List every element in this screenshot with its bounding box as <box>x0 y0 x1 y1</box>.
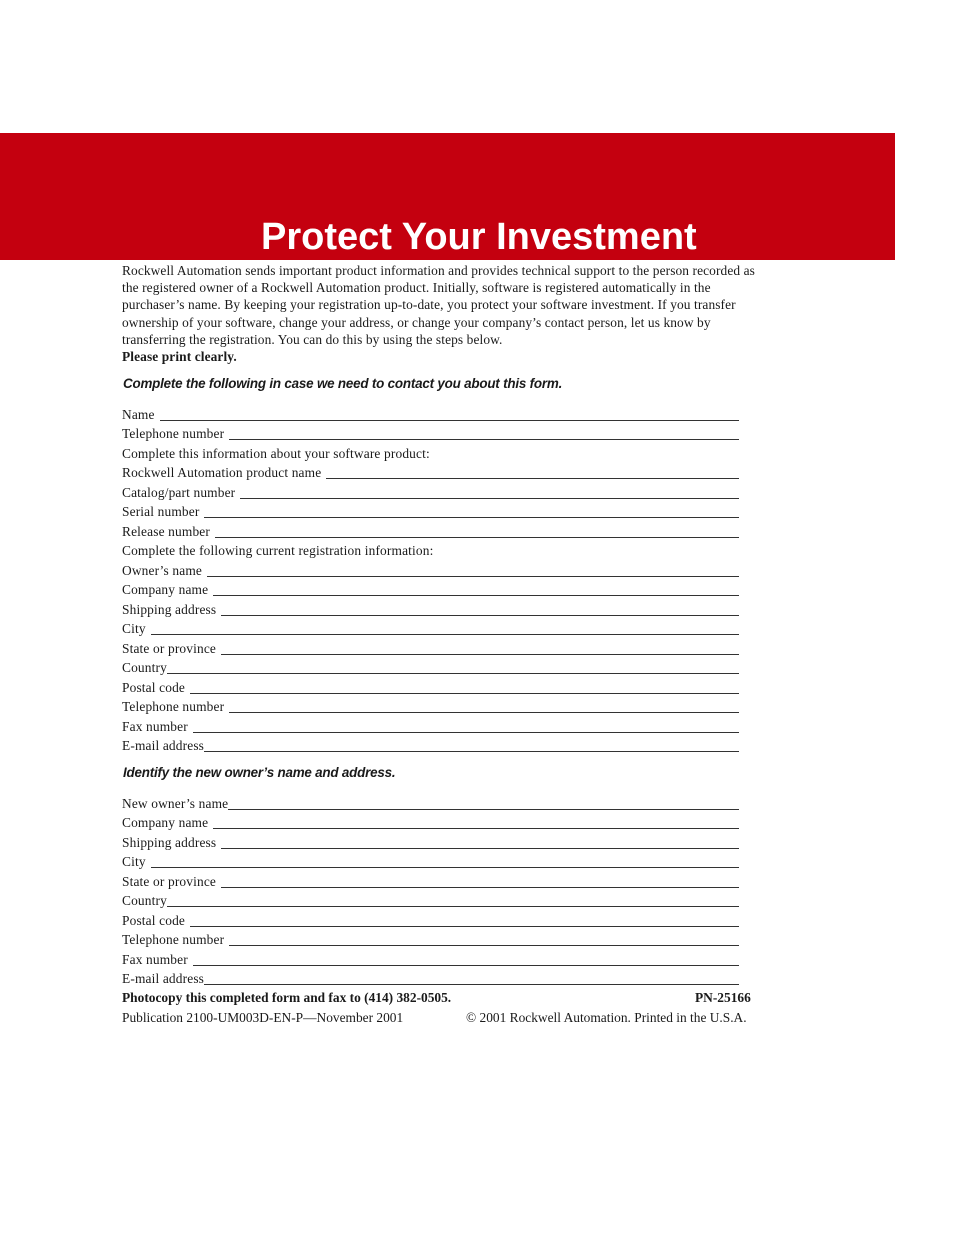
field-label: Serial number <box>122 504 200 519</box>
form-field-row <box>122 734 739 754</box>
intro-paragraph <box>122 262 772 365</box>
part-number: PN-25166 <box>695 990 751 1005</box>
field-label: Postal code <box>122 912 186 928</box>
field-label: Company name <box>122 582 209 597</box>
write-in-line[interactable] <box>167 673 739 674</box>
write-in-line[interactable] <box>221 848 739 849</box>
form-field-row <box>122 791 739 811</box>
write-in-line[interactable] <box>190 926 739 927</box>
form-field-row <box>122 908 739 928</box>
field-label: Complete this information about your software product: <box>122 445 430 461</box>
write-in-line[interactable] <box>326 478 739 479</box>
field-label: Telephone number <box>122 426 225 441</box>
write-in-line[interactable] <box>221 654 739 655</box>
write-in-line[interactable] <box>204 517 739 518</box>
form-field-row <box>122 967 739 987</box>
contact-section-heading: Complete the following in case we need to contact you about this form. <box>123 376 563 391</box>
write-in-line[interactable] <box>221 887 739 888</box>
field-label: Owner’s name <box>122 562 203 578</box>
form-field-row <box>122 830 739 850</box>
write-in-line[interactable] <box>240 498 739 499</box>
form-field-row <box>122 597 739 617</box>
write-in-line[interactable] <box>229 945 739 946</box>
write-in-line[interactable] <box>193 965 739 966</box>
write-in-line[interactable] <box>229 439 739 440</box>
field-label: Telephone number <box>122 699 225 714</box>
fax-instruction: Photocopy this completed form and fax to (414) 382-0505. <box>122 990 452 1005</box>
form-field-row <box>122 850 739 870</box>
write-in-line[interactable] <box>213 595 739 596</box>
field-label: E-mail address <box>122 971 205 986</box>
new-owner-form <box>122 791 739 986</box>
field-label: Fax number <box>122 718 188 734</box>
write-in-line[interactable] <box>151 634 739 635</box>
form-field-row <box>122 656 739 676</box>
field-label: Company name <box>122 815 209 830</box>
write-in-line[interactable] <box>151 867 739 868</box>
write-in-line[interactable] <box>193 732 739 733</box>
field-label: Telephone number <box>122 932 225 947</box>
field-label: Country <box>122 893 167 908</box>
write-in-line[interactable] <box>190 693 739 694</box>
print-clearly-note: Please print clearly. <box>122 349 237 365</box>
field-label: Release number <box>122 523 210 539</box>
form-field-row <box>122 869 739 889</box>
publication-number: Publication 2100-UM003D-EN-P—November 2001 <box>122 1010 404 1025</box>
form-field-row <box>122 928 739 948</box>
contact-form <box>122 402 739 753</box>
copyright-notice: © 2001 Rockwell Automation. Printed in the U.S.A. <box>466 1010 747 1025</box>
field-label: Country <box>122 660 167 675</box>
form-field-row <box>122 889 739 909</box>
form-field-row <box>122 402 739 422</box>
field-label: Complete the following current registration information: <box>122 543 434 558</box>
write-in-line[interactable] <box>160 420 739 421</box>
form-field-row <box>122 500 739 520</box>
form-field-row <box>122 636 739 656</box>
field-label: New owner’s name <box>122 795 229 811</box>
form-instruction-row <box>122 539 739 559</box>
form-field-row <box>122 578 739 598</box>
form-field-row <box>122 558 739 578</box>
form-field-row <box>122 461 739 481</box>
field-label: Postal code <box>122 679 186 695</box>
form-instruction-row <box>122 441 739 461</box>
form-field-row <box>122 519 739 539</box>
write-in-line[interactable] <box>204 984 739 985</box>
new-owner-section-heading: Identify the new owner’s name and address. <box>123 765 396 780</box>
write-in-line[interactable] <box>228 809 739 810</box>
form-field-row <box>122 480 739 500</box>
form-field-row <box>122 675 739 695</box>
write-in-line[interactable] <box>213 828 739 829</box>
write-in-line[interactable] <box>207 576 739 577</box>
form-field-row <box>122 714 739 734</box>
write-in-line[interactable] <box>215 537 739 538</box>
form-field-row <box>122 617 739 637</box>
form-field-row <box>122 811 739 831</box>
write-in-line[interactable] <box>221 615 739 616</box>
field-label: Shipping address <box>122 601 217 617</box>
form-field-row <box>122 695 739 715</box>
field-label: Name <box>122 406 155 422</box>
field-label: City <box>122 621 146 636</box>
intro-text: Rockwell Automation sends important product information and provides technical support to the person recorded as the registered owner of a Rockwell Automation product. Initially, software is registered automatically in the purchaser’s name. By keeping your registration up-to-date, you protect your software investment. If you transfer ownership of your software, change your address, or change your company’s contact person, let us know by transferring the registration. You can do this by using the steps below. <box>122 263 755 347</box>
field-label: City <box>122 854 146 869</box>
write-in-line[interactable] <box>204 751 739 752</box>
field-label: Catalog/part number <box>122 484 236 500</box>
field-label: State or province <box>122 640 217 656</box>
field-label: Shipping address <box>122 834 217 850</box>
write-in-line[interactable] <box>229 712 739 713</box>
field-label: Rockwell Automation product name <box>122 465 322 480</box>
form-field-row <box>122 422 739 442</box>
write-in-line[interactable] <box>167 906 739 907</box>
page-title: Protect Your Investment <box>261 216 697 258</box>
field-label: E-mail address <box>122 738 205 753</box>
field-label: Fax number <box>122 951 188 967</box>
form-field-row <box>122 947 739 967</box>
field-label: State or province <box>122 873 217 889</box>
